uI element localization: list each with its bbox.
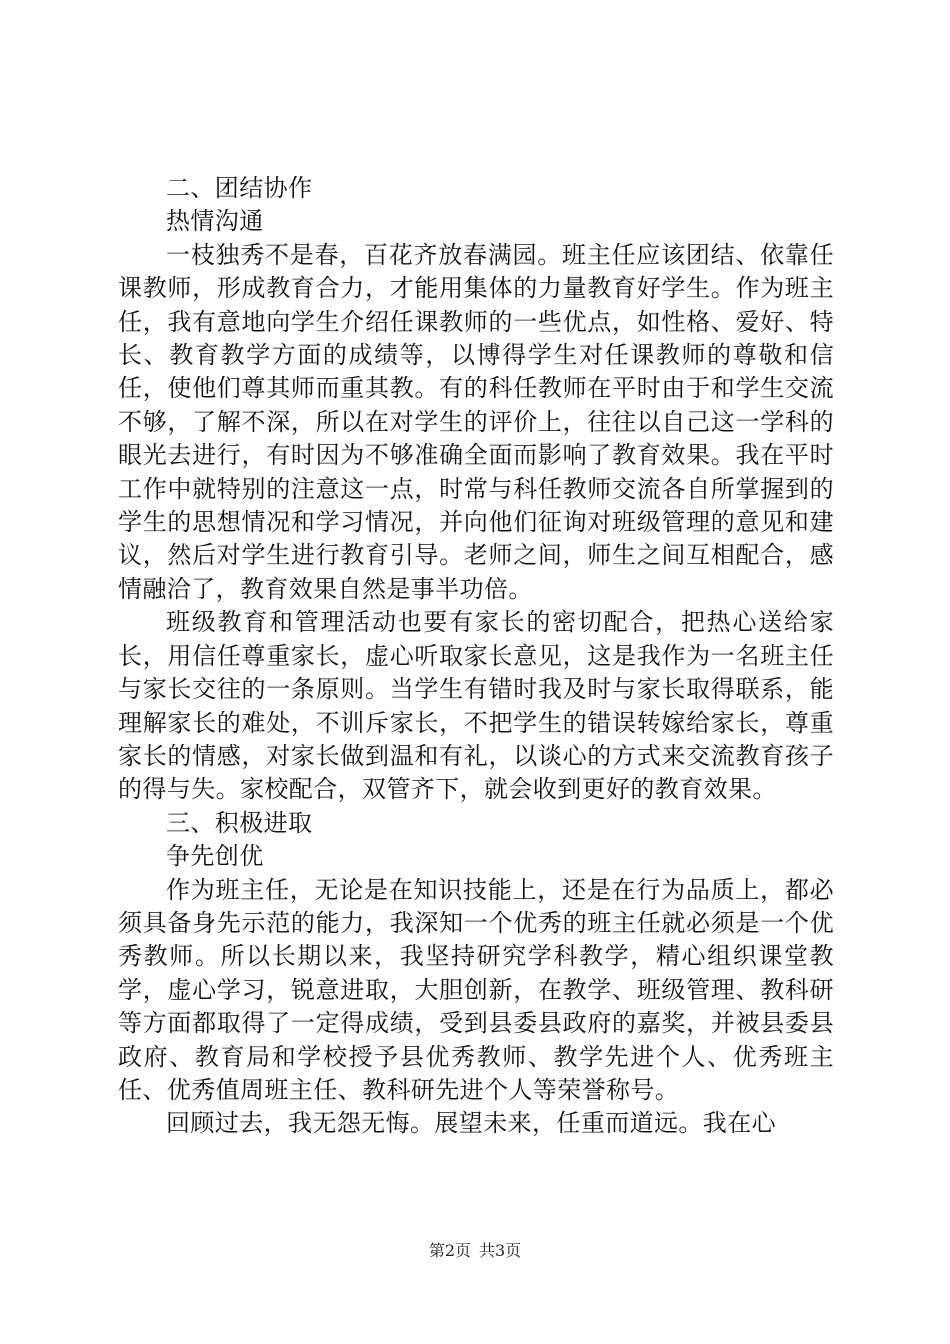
paragraph-outlook: 回顾过去，我无怨无悔。展望未来，任重而道远。我在心	[166, 1109, 776, 1138]
paragraph-teacher-cooperation: 一枝独秀不是春，百花齐放春满园。班主任应该团结、依靠任课教师，形成教育合力，才能用集体的力量教育好学生。作为班主任，我有意地向学生介绍任课教师的一些优点，如性格、爱好、特长、教育教学方面的成绩等，以博得学生对任课教师的尊敬和信任，使他们尊其师而重其教。有的科任教师在平时由于和学生交流不够，了解不深，所以在对学生的评价上，往往以自己这一学科的眼光去进行，有时因为不够准确全面而影响了教育效果。我在平时工作中就特别的注意这一点，时常与科任教师交流各自所掌握到的学生的思想情况和学习情况，并向他们征询对班级管理的意见和建议，然后对学生进行教育引导。老师之间，师生之间互相配合，感情融洽了，教育效果自然是事半功倍。	[118, 240, 834, 603]
page-number: 第2页	[428, 1241, 471, 1260]
paragraph-parent-cooperation: 班级教育和管理活动也要有家长的密切配合，把热心送给家长，用信任尊重家长，虚心听取家长意见，这是我作为一名班主任与家长交往的一条原则。当学生有错时我及时与家长取得联系，能理解家长的难处，不训斥家长，不把学生的错误转嫁给家长，尊重家长的情感，对家长做到温和有礼，以谈心的方式来交流教育孩子的得与失。家校配合，双管齐下，就会收到更好的教育效果。	[118, 608, 834, 804]
section-subheading-communication: 热情沟通	[166, 207, 264, 236]
section-heading-progress: 三、积极进取	[166, 808, 313, 837]
page-total: 共3页	[479, 1241, 522, 1260]
section-subheading-excellence: 争先创优	[166, 842, 264, 871]
document-body	[118, 172, 834, 1141]
page-footer	[0, 1241, 950, 1261]
section-heading-unity: 二、团结协作	[166, 174, 313, 202]
paragraph-achievements: 作为班主任，无论是在知识技能上，还是在行为品质上，都必须具备身先示范的能力，我深知一个优秀的班主任就必须是一个优秀教师。所以长期以来，我坚持研究学科教学，精心组织课堂教学，虚心学习，锐意进取，大胆创新，在教学、班级管理、教科研等方面都取得了一定得成绩，受到县委县政府的嘉奖，并被县委县政府、教育局和学校授予县优秀教师、教学先进个人、优秀班主任、优秀值周班主任、教科研先进个人等荣誉称号。	[118, 875, 834, 1104]
